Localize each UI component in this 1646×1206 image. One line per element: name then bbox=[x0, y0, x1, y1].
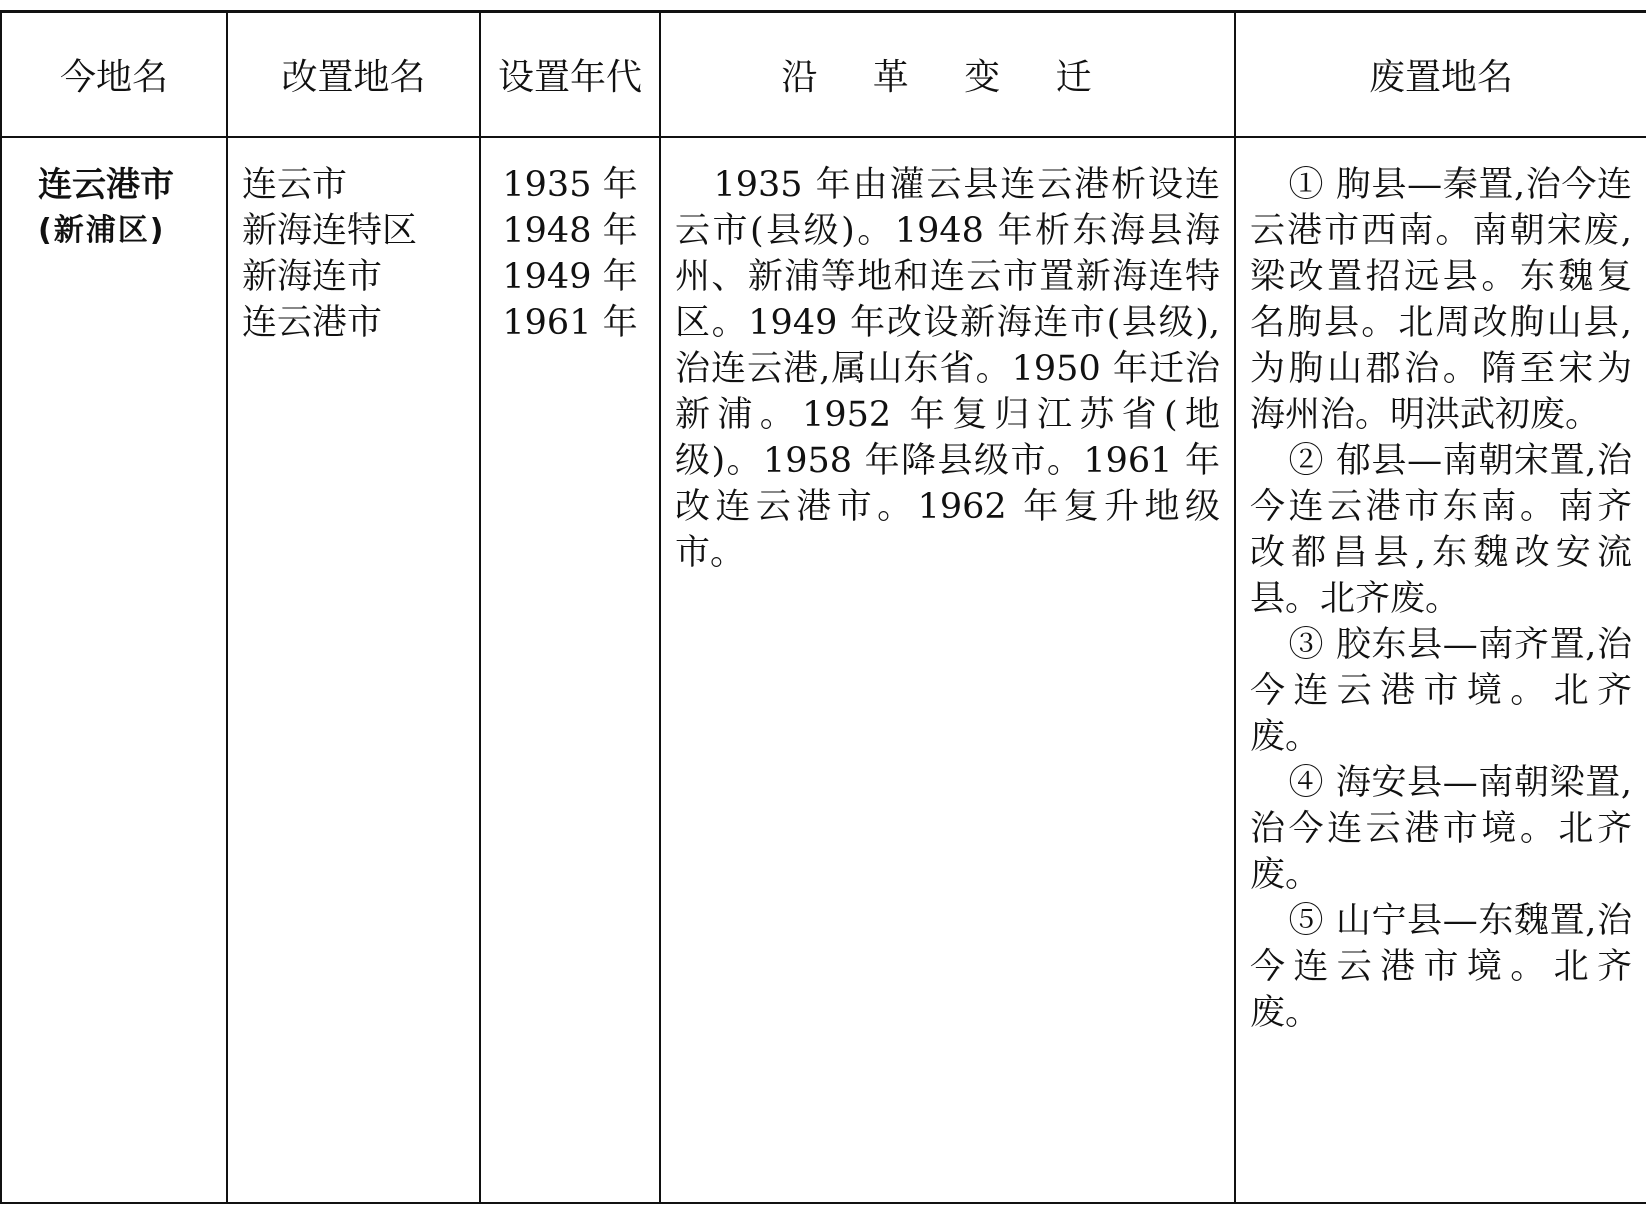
renamed-item: 新海连市 bbox=[242, 257, 383, 297]
current-name-cell bbox=[1, 137, 227, 1203]
header-abolished-name: 废置地名 bbox=[1235, 11, 1646, 137]
year-item: 1948 年 bbox=[502, 211, 638, 251]
abolished-item: ③ 胶东县—南齐置,治今连云港市境。北齐废。 bbox=[1250, 625, 1632, 757]
table-row bbox=[1, 137, 1646, 1203]
current-name-sub: (新浦区) bbox=[38, 213, 166, 248]
abolished-cell bbox=[1235, 137, 1646, 1203]
history-cell bbox=[660, 137, 1235, 1203]
renamed-item: 新海连特区 bbox=[242, 211, 418, 251]
abolished-item: ② 郁县—南朝宋置,治今连云港市东南。南齐改都昌县,东魏改安流县。北齐废。 bbox=[1250, 441, 1632, 619]
header-row bbox=[1, 11, 1646, 137]
abolished-item: ⑤ 山宁县—东魏置,治今连云港市境。北齐废。 bbox=[1250, 901, 1632, 1033]
years-cell bbox=[480, 137, 660, 1203]
year-item: 1935 年 bbox=[502, 165, 638, 205]
current-name: 连云港市 bbox=[38, 165, 174, 205]
header-history: 沿 革 变 迁 bbox=[660, 11, 1235, 137]
header-set-year: 设置年代 bbox=[480, 11, 660, 137]
renamed-item: 连云市 bbox=[242, 165, 348, 205]
header-current-name: 今地名 bbox=[1, 11, 227, 137]
renamed-cell bbox=[227, 137, 480, 1203]
renamed-item: 连云港市 bbox=[242, 303, 383, 343]
header-renamed-name: 改置地名 bbox=[227, 11, 480, 137]
abolished-item: ① 朐县—秦置,治今连云港市西南。南朝宋废,梁改置招远县。东魏复名朐县。北周改朐山县,为朐山郡治。隋至宋为海州治。明洪武初废。 bbox=[1250, 165, 1632, 435]
history-text: 1935 年由灌云县连云港析设连云市(县级)。1948 年析东海县海州、新浦等地和连云市置新海连特区。1949 年改设新海连市(县级),治连云港,属山东省。1950 年迁治新浦。1952 年复归江苏省(地级)。1958 年降县级市。1961 年改连云港市。1962 年复升地级市。 bbox=[675, 165, 1220, 573]
year-item: 1961 年 bbox=[502, 303, 638, 343]
year-item: 1949 年 bbox=[502, 257, 638, 297]
abolished-item: ④ 海安县—南朝梁置,治今连云港市境。北齐废。 bbox=[1250, 763, 1632, 895]
history-table bbox=[0, 10, 1646, 1204]
